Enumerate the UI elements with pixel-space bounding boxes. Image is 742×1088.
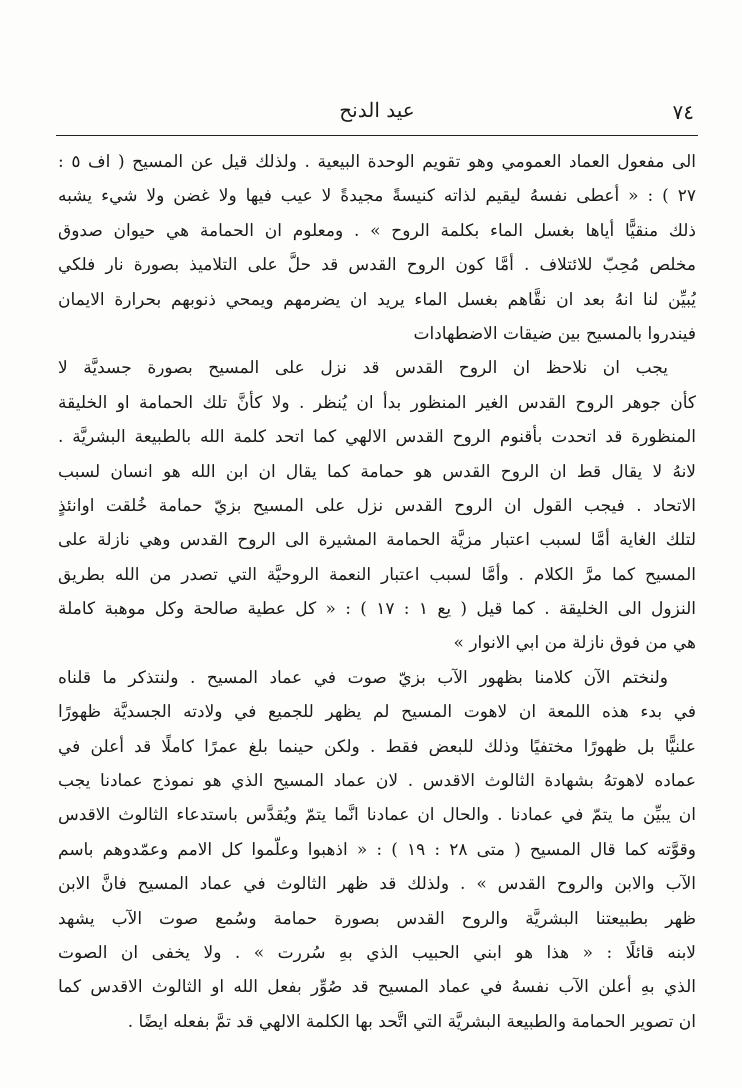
text-line: كأن جوهر الروح القدس الغير المنظور بدأ ان يُنظر . ولا كأنَّ تلك الحمامة او الخليقة	[58, 392, 696, 413]
page-number: ٧٤	[672, 100, 694, 124]
page-header	[60, 98, 694, 128]
text-line: ان يبيِّن ما يتمّ في عمادنا . والحال ان عمادنا انَّما يتمّ ويُقدَّس باستدعاء الثالوث الاقدس	[58, 805, 696, 826]
text-line: في بدء هذه اللمعة ان لاهوت المسيح لم يظهر للجميع في ولادته الجسديَّة ظهورًا	[58, 702, 696, 723]
text-line: الاتحاد . فيجب القول ان الروح القدس نزل على المسيح بزيّ حمامة خُلقت اوانئذٍ	[58, 495, 696, 516]
text-line: المسيح كما مرَّ الكلام . وأمَّا لسبب اعتبار النعمة الروحيَّة التي تصدر من الله بطريق	[58, 564, 696, 585]
text-line: المنظورة قد اتحدت بأقنوم الروح القدس الالهي كما اتحد كلمة الله بالطبيعة البشريَّة .	[58, 427, 696, 448]
text-line: ٢٧ ) : « أعطى نفسهُ ليقيم لذاته كنيسةً مجيدةً لا عيب فيها ولا غضن ولا شيء يشبه	[58, 186, 696, 207]
text-line: لابنه قائلًا : « هذا هو ابني الحبيب الذي بهِ سُررت » . ولا يخفى ان الصوت	[58, 942, 696, 963]
running-title: عيد الدنح	[339, 98, 415, 122]
text-line: فيندروا بالمسيح بين ضيقات الاضطهادات	[413, 323, 696, 344]
text-line: الذي بهِ أعلن الآب نفسهُ في عماد المسيح قد صُوِّر بفعل الله او الثالوث الاقدس كما	[58, 977, 696, 998]
text-line: ذلك منقيًّا أياها بغسل الماء بكلمة الروح » . ومعلوم ان الحمامة هي حيوان صدوق	[58, 220, 696, 241]
text-line: ظهر بطبيعتنا البشريَّة والروح القدس بصورة حمامة وسُمع صوت الآب يشهد	[58, 908, 696, 929]
text-line: هي من فوق نازلة من ابي الانوار »	[453, 633, 696, 654]
header-rule	[56, 135, 698, 136]
text-line: عماده لاهوتهُ بشهادة الثالوث الاقدس . لان عماد المسيح الذي هو نموذج عمادنا يجب	[58, 771, 696, 792]
text-line: لانهُ لا يقال قط ان الروح القدس هو حمامة كما يقال ان ابن الله هو انسان لسبب	[58, 461, 696, 482]
text-line: لتلك الغاية أمَّا لسبب اعتبار مزيَّة الحمامة المشيرة الى الروح القدس وهي نازلة على	[58, 530, 696, 551]
text-line: الآب والابن والروح القدس » . ولذلك قد ظهر الثالوث في عماد المسيح فانَّ الابن	[58, 874, 696, 895]
text-line: وقوَّته كما قال المسيح ( متى ٢٨ : ١٩ ) : « اذهبوا وعلّموا كل الامم وعمّدوهم باسم	[58, 839, 696, 860]
text-line: النزول الى الخليقة . كما قيل ( يع ١ : ١٧ ) : « كل عطية صالحة وكل موهبة كاملة	[58, 599, 696, 620]
text-line: يُبيِّن لنا انهُ بعد ان نقَّاهم بغسل الماء يريد ان يضرمهم ويمحي ذنوبهم بحرارة الايمان	[58, 289, 696, 310]
body-text	[58, 145, 696, 1039]
text-line: يجب ان نلاحظ ان الروح القدس قد نزل على المسيح بصورة جسديَّة لا	[58, 358, 668, 379]
text-line: مخلص مُحِبّ للائتلاف . أمَّا كون الروح القدس قد حلَّ على التلاميذ بصورة نار فلكي	[58, 255, 696, 276]
text-line: ان تصوير الحمامة والطبيعة البشريَّة التي اتَّحد بها الكلمة الالهي قد تمَّ بفعله ايضًا .	[127, 1011, 696, 1032]
text-line: علنيًّا بل ظهورًا مختفيًا وذلك للبعض فقط . ولكن حينما بلغ عمرًا كاملًا قد أعلن في	[58, 736, 696, 757]
text-line: الى مفعول العماد العمومي وهو تقويم الوحدة البيعية . ولذلك قيل عن المسيح ( اف ٥ :	[58, 152, 696, 172]
text-line: ولنختم الآن كلامنا بظهور الآب بزيّ صوت في عماد المسيح . ولنتذكر ما قلناه	[58, 667, 668, 688]
